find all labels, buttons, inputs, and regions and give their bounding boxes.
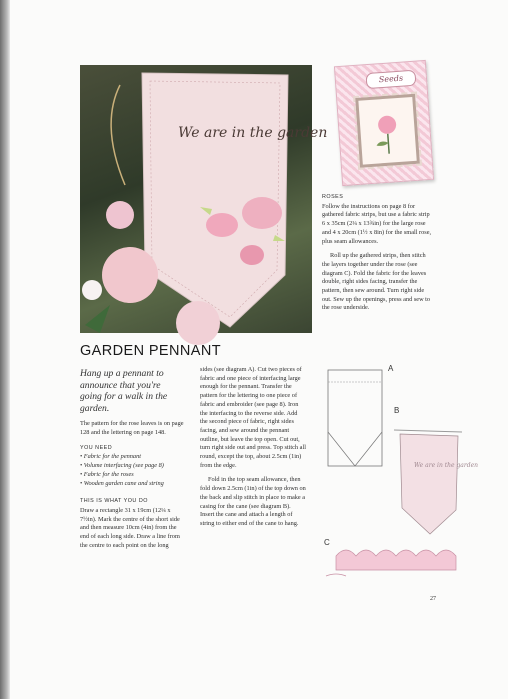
diagram-label-b: B (394, 406, 400, 415)
pattern-note: The pattern for the rose leaves is on page 128 and the lettering on page 148. (80, 420, 184, 437)
you-need-heading: YOU NEED (80, 444, 113, 451)
diagram-c (326, 550, 456, 576)
card-label: Seeds (365, 70, 416, 89)
diagram-b-text: We are in the garden (414, 462, 479, 469)
page-title: GARDEN PENNANT (80, 343, 221, 359)
roses-heading: ROSES (322, 194, 344, 200)
how-heading: THIS IS WHAT YOU DO (80, 498, 148, 505)
pennant-illustration (80, 65, 328, 333)
column-2 (200, 366, 306, 535)
pennant-photo (80, 65, 328, 333)
intro-text: Hang up a pennant to announce that you're going for a walk in the garden. (80, 368, 168, 414)
column-1 (80, 368, 184, 557)
diagram-label-c: C (324, 538, 330, 547)
diagrams (322, 362, 479, 602)
diagram-label-a: A (388, 364, 394, 373)
instructions-para-1: sides (see diagram A). Cut two pieces of fabric and one piece of interfacing large enough for the pennant. Transfer the pattern for the lettering to one piece of fabric and embroider (see page 8). Iron the interfacing to the reverse side. Add the second piece of fabric, right sides facing, and sew around the pennant outline, but leave the top open. Cut out, turn right side out and press. Top stitch all round, except the top, about 2.5cm (1in) from the edge. (200, 366, 306, 469)
need-item: • Volume interfacing (see page 8) (80, 462, 164, 470)
scan-edge (0, 0, 10, 699)
diagram-a (328, 370, 382, 466)
need-item: • Wooden garden cane and string (80, 479, 164, 487)
roses-para-2: Roll up the gathered strips, then stitch the layers together under the rose (see diagram C). Fold the fabric for the leaves double, right sides facing, transfer the pattern, then sew around. Turn right side out. Sew up the openings, press and sew to the rose underside. (322, 252, 431, 312)
diagram-svg (322, 362, 479, 602)
column-3 (322, 188, 434, 319)
instructions-para-2: Fold in the top seam allowance, then fold down 2.5cm (1in) of the top down on the back and slip stitch in place to make a casing for the cane (see diagram B). Insert the cane and attach a length of string to either end of the cane to hang. (200, 476, 306, 527)
pennant-text: We are in the garden (178, 125, 328, 141)
need-item: • Fabric for the roses (80, 470, 134, 478)
page-number: 27 (430, 596, 436, 602)
card-frame (355, 94, 420, 168)
roses-para-1: Follow the instructions on page 8 for gathered fabric strips, but use a fabric strip 6 x 35cm (2¼ x 13¾in) for the large rose and 4 x 20cm (1½ x 8in) for the small rose, plus seam allowances. (322, 202, 432, 245)
need-item: • Fabric for the pennant (80, 453, 141, 461)
rose-icon (358, 97, 416, 165)
how-text: Draw a rectangle 31 x 19cm (12¼ x 7½in). Mark the centre of the short side and then measure 10cm (4in) from the end of each long side. Draw a line from the centre to each point on the long (80, 507, 180, 549)
diagram-b (394, 430, 478, 534)
seed-card-image (334, 60, 434, 186)
